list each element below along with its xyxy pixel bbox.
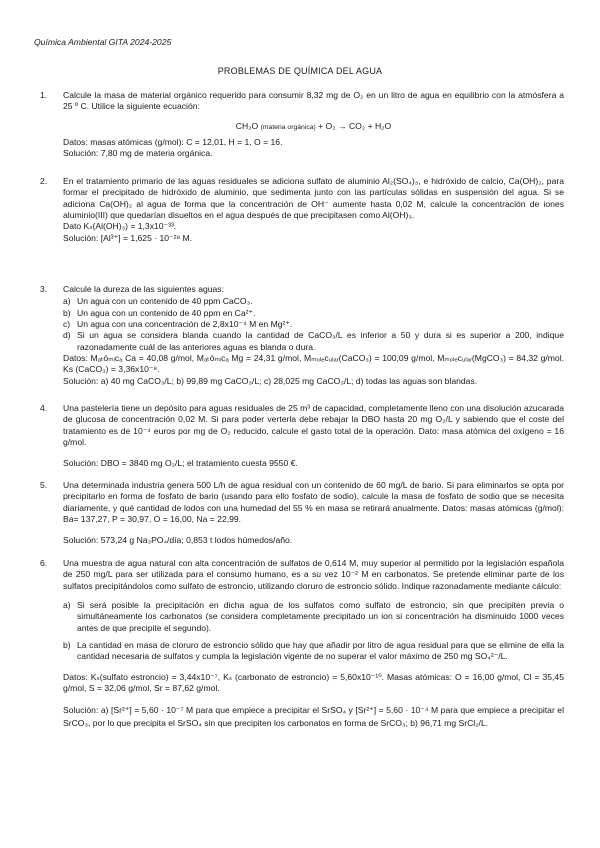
chemical-equation xyxy=(63,121,564,133)
problem-3 xyxy=(40,284,564,387)
problem-number: 2. xyxy=(40,176,48,186)
problem-number: 1. xyxy=(40,90,48,100)
page-title: PROBLEMAS DE QUÍMICA DEL AGUA xyxy=(217,66,383,76)
list-item: a) Si será posible la precipitación en dicha agua de los sulfatos como sulfato de estroncio, sin que precipiten previa o simultáneamente los carbonatos (se considera completamente precipitado un ion si concentración ha disminuido 1000 veces antes de que precipite el segundo). xyxy=(63,600,564,633)
problem-1 xyxy=(40,90,564,159)
problem-number: 5. xyxy=(40,480,48,490)
problem-5 xyxy=(40,480,564,547)
list-item: b) Un agua con un contenido de 40 ppm en Ca²⁺. xyxy=(63,307,256,318)
equation-note: (materia orgánica) xyxy=(260,123,316,131)
list-item: d) Si un agua se considera blanda cuando la cantidad de CaCO₃/L es inferior a 50 y dura si es superior a 200, indique razonadamente cuál de las anteriores aguas es blanda o dura. xyxy=(63,330,564,352)
problem-statement: Una muestra de agua natural con alta concentración de sulfatos de 0,614 M, muy superior al permitido por la legislación española de 250 mg/L para ser utilizada para el consumo humano, es a su vez 10⁻² M en carbonatos. Se pretende eliminar parte de los sulfatos precipitándolos como sulfato de estroncio, utilizando cloruro de estroncio sólido. Indique razonadamente mediante cálculo: xyxy=(63,558,564,591)
list-item: c) Un agua con una concentración de 2,8x10⁻⁴ M en Mg²⁺. xyxy=(63,319,293,330)
problem-solution: Solución: a) 40 mg CaCO₃/L; b) 99,89 mg CaCO₃/L; c) 28,025 mg CaCO₃/L; d) todas las aguas son blandas. xyxy=(63,375,478,386)
problem-data: Datos: Mₐₜóₘᵢcₐ Ca = 40,08 g/mol, Mₐₜóₘᵢcₐ Mg = 24,31 g/mol, Mₘₒₗₑcᵤₗₐᵣ(CaCO₃) = 100,09 g/mol, Mₘₒₗₑcᵤₗₐᵣ(MgCO₃) = 84,32 g/mol. Ks (CaCO₃) = 3,36x10⁻⁹. xyxy=(63,353,564,375)
problem-data: Datos: Kₛ(sulfato estroncio) = 3,44x10⁻⁷, Kₛ (carbonato de estroncio) = 5,60x10⁻¹⁰. Masas atómicas: O = 16,00 g/mol, Cl = 35,45 g/mol, S = 32,06 g/mol, Sr = 87,62 g/mol. xyxy=(63,671,564,694)
problem-data: Dato Kₛ(Al(OH)₃) = 1,3x10⁻³³. xyxy=(63,221,177,232)
problem-data: Datos: masas atómicas (g/mol): C = 12,01, H = 1, O = 16. xyxy=(63,136,283,147)
problem-4 xyxy=(40,403,564,470)
problem-6 xyxy=(40,558,564,730)
list-item: a) Un agua con un contenido de 40 ppm CaCO₃. xyxy=(63,296,253,307)
problem-number: 3. xyxy=(40,284,48,294)
problem-statement: En el tratamiento primario de las aguas residuales se adiciona sulfato de aluminio Al₂(SO₄)₃, e hidróxido de calcio, Ca(OH)₂, para formar el precipitado de hidróxido de aluminio, que sedimenta junto con las partículas sólidas en suspensión del agua. Si se adiciona Ca(OH)₂ al agua de forma que la concentración de OH⁻ aumente hasta 0,02 M, calcule la concentración de iones aluminio(III) que quedarían disueltos en el agua después de que precipitasen como Al(OH)₃. xyxy=(63,176,564,221)
equation-right: + O₂ → CO₂ + H₂O xyxy=(318,120,392,131)
problem-number: 4. xyxy=(40,403,48,413)
problem-statement: Una pastelería tiene un depósito para aguas residuales de 25 m³ de capacidad, completamente lleno con una disolución azucarada de glucosa de concentración 0,02 M. Si para poder verterla debe rebajar la DBO hasta 20 mg O₂/L y sabiendo que el coste del tratamiento es de 10⁻⁴ euros por mg de O₂ reducido, calcule el gasto total de la operación. Dato: masa atómica del oxígeno = 16 g/mol. xyxy=(63,403,564,448)
problem-solution: Solución: a) [Sr²⁺] = 5,60 · 10⁻⁷ M para que empiece a precipitar el SrSO₄ y [Sr²⁺] = 5,60 · 10⁻⁴ M para que empiece a precipitar el SrCO₃, por lo que precipita el SrSO₄ sin que precipiten los carbonatos en forma de SrCO₃; b) 96,71 mg SrCl₂/L. xyxy=(63,705,564,729)
problem-statement: Calcule la masa de material orgánico requerido para consumir 8,32 mg de O₂ en un litro de agua en equilibrio con la atmósfera a 25 º C. Utilice la siguiente ecuación: xyxy=(63,90,564,112)
problem-solution: Solución: DBO = 3840 mg O₂/L; el tratamiento cuesta 9550 €. xyxy=(63,458,298,469)
list-item: b) La cantidad en masa de cloruro de estroncio sólido que hay que añadir por litro de agua residual para que se elimine de ella la cantidad necesaria de sulfatos y cumpla la legislación vigente de no superar el valor máximo de 250 mg SO₄²⁻/L. xyxy=(63,640,564,662)
problem-2 xyxy=(40,176,564,244)
course-header: Química Ambiental GITA 2024-2025 xyxy=(34,37,172,47)
problem-statement: Una determinada industria genera 500 L/h de agua residual con un contenido de 60 mg/L de bario. Si para eliminarlos se opta por precipitarlo en forma de fosfato de bario (usando para ello fosfato de sodio), calcule la masa de fosfato de sodio que se necesita diariamente, y qué cantidad de lodos con una humedad del 55 % en masa se retirará anualmente. Datos: masas atómicas (g/mol): Ba= 137,27, P = 30,97, O = 16,00, Na = 22,99. xyxy=(63,480,564,525)
problem-item-list xyxy=(63,296,564,353)
problem-solution: Solución: 7,80 mg de materia orgánica. xyxy=(63,148,213,158)
problem-number: 6. xyxy=(40,558,48,568)
problem-solution: Solución: [Al³⁺] = 1,625 · 10⁻²⁸ M. xyxy=(63,232,193,243)
problem-statement: Calcule la dureza de las siguientes aguas: xyxy=(63,284,224,294)
problem-solution: Solución: 573,24 g Na₃PO₄/día; 0,853 t lodos húmedos/año. xyxy=(63,535,293,546)
equation-left: CH₂O xyxy=(235,120,259,131)
